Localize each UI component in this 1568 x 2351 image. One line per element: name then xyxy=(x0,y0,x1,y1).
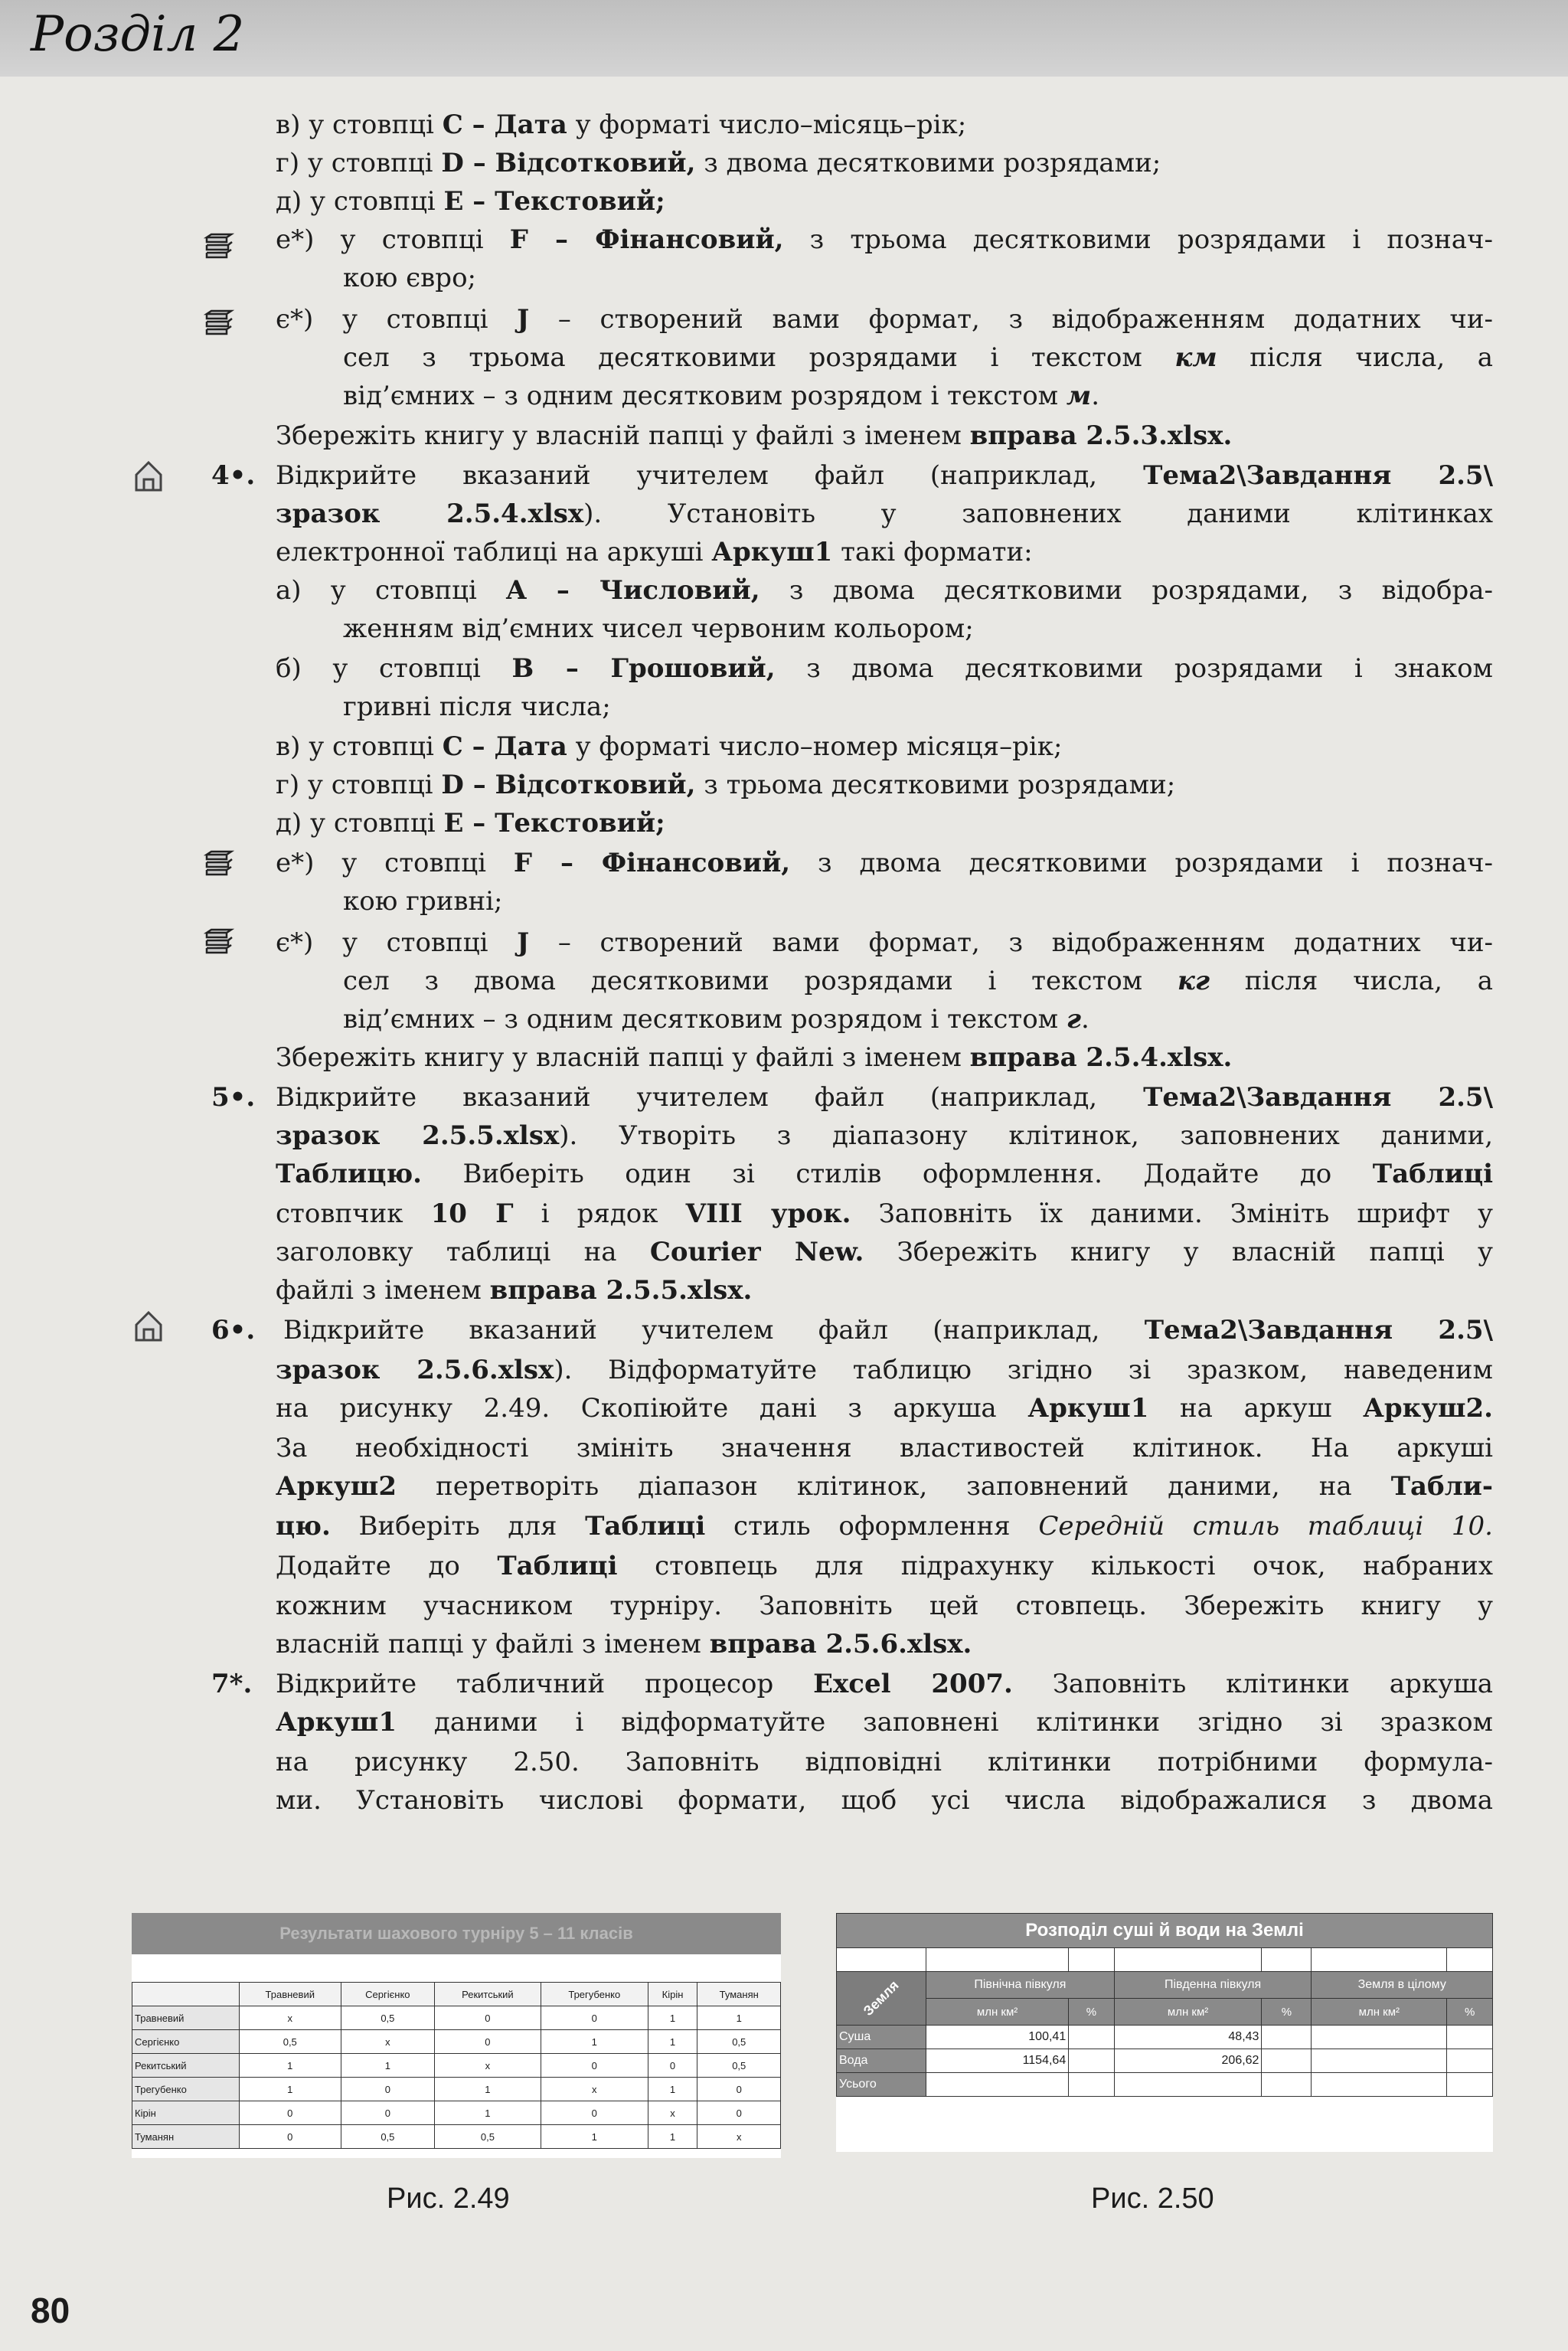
table-cell: 1 xyxy=(697,2006,781,2030)
text-line: б) у стовпці B – Грошовий, з двома десятковими розрядами і знаком xyxy=(276,653,1494,684)
table-header-cell: Трегубенко xyxy=(541,1983,648,2006)
table-cell: 48,43 xyxy=(1114,2026,1262,2049)
table-cell xyxy=(1312,2073,1447,2097)
text-line: власній папці у файлі з іменем вправа 2.5.6.xlsx. xyxy=(276,1629,972,1659)
text-line: сел з трьома десятковими розрядами і текстом км після числа, а xyxy=(343,342,1494,373)
table-cell: 0,5 xyxy=(341,2006,434,2030)
books-icon xyxy=(204,306,234,340)
text-line: є*) у стовпці J – створений вами формат, з відображенням додатних чи- xyxy=(276,304,1493,335)
table-header-cell: Травневий xyxy=(132,2006,240,2030)
text-line: від’ємних – з одним десятковим розрядом і текстом м. xyxy=(343,381,1100,411)
table-cell xyxy=(1447,2049,1493,2073)
text-line: д) у стовпці E – Текстовий; xyxy=(276,186,665,217)
table-cell xyxy=(1069,2026,1115,2049)
table-header-row xyxy=(132,1983,781,2006)
text-line: електронної таблиці на аркуші Аркуш1 такі формати: xyxy=(276,537,1033,567)
table-cell: 0 xyxy=(697,2101,781,2125)
table-cell: 1 xyxy=(239,2054,341,2078)
table-cell xyxy=(1262,2073,1312,2097)
table-cell: 1 xyxy=(541,2125,648,2149)
text-line: в) у стовпці C – Дата у форматі число–номер місяця–рік; xyxy=(276,731,1063,762)
text-line: Відкрийте табличний процесор Excel 2007. Заповніть клітинки аркуша xyxy=(276,1669,1493,1699)
books-icon xyxy=(204,847,234,881)
table-cell: x xyxy=(341,2030,434,2054)
text-line: заголовку таблиці на Courier New. Збережіть книгу у власній папці у xyxy=(276,1237,1493,1267)
table-cell: 0 xyxy=(697,2078,781,2101)
table-header-cell: Туманян xyxy=(132,2125,240,2149)
unit-header: % xyxy=(1447,1999,1493,2026)
table-header-cell xyxy=(132,1983,240,2006)
table-cell: 0,5 xyxy=(341,2125,434,2149)
text-line: кою гривні; xyxy=(343,886,503,917)
table-cell: x xyxy=(697,2125,781,2149)
text-line: є*) у стовпці J – створений вами формат, з відображенням додатних чи- xyxy=(276,927,1493,958)
table-cell xyxy=(926,2073,1069,2097)
group-header: Земля в цілому xyxy=(1312,1972,1493,1999)
text-line: цю. Виберіть для Таблиці стиль оформлення Середній стиль таблиці 10. xyxy=(276,1511,1493,1542)
text-line: гривні після числа; xyxy=(343,692,611,722)
table-cell: 0 xyxy=(434,2030,541,2054)
text-line: зразок 2.5.6.xlsx). Відформатуйте таблицю згідно зі зразком, наведеним xyxy=(276,1355,1493,1385)
figure-title: Результати шахового турніру 5 – 11 класів xyxy=(132,1913,781,1954)
table-cell: 0 xyxy=(434,2006,541,2030)
table-row xyxy=(132,2054,781,2078)
table-header-cell: Сергієнко xyxy=(341,1983,434,2006)
table-header-cell: Травневий xyxy=(239,1983,341,2006)
table-header-cell: Туманян xyxy=(697,1983,781,2006)
text-line: а) у стовпці A – Числовий, з двома десятковими розрядами, з відобра- xyxy=(276,575,1493,606)
text-line: кожним учасником турніру. Заповніть цей стовпець. Збережіть книгу у xyxy=(276,1591,1493,1621)
unit-header: % xyxy=(1069,1999,1115,2026)
text-line: Аркуш2 перетворіть діапазон клітинок, заповнений даними, на Табли- xyxy=(276,1471,1493,1502)
table-header-cell: Рекитський xyxy=(132,2054,240,2078)
table-header-cell: Сергієнко xyxy=(132,2030,240,2054)
table-cell xyxy=(1312,2049,1447,2073)
figure-caption: Рис. 2.49 xyxy=(387,2183,510,2215)
table-cell: 1 xyxy=(648,2030,697,2054)
text-line: Таблицю. Виберіть один зі стилів оформлення. Додайте до Таблиці xyxy=(276,1159,1493,1189)
text-line: зразок 2.5.5.xlsx). Утворіть з діапазону клітинок, заповнених даними, xyxy=(276,1120,1493,1151)
section-title: Розділ 2 xyxy=(31,6,245,63)
figure-2-49 xyxy=(132,1913,781,2158)
text-line: г) у стовпці D – Відсотковий, з двома десятковими розрядами; xyxy=(276,148,1161,178)
table-header-cell: Трегубенко xyxy=(132,2078,240,2101)
text-line: на рисунку 2.50. Заповніть відповідні клітинки потрібними формула- xyxy=(276,1747,1493,1777)
table-cell: 0 xyxy=(341,2101,434,2125)
text-line: Збережіть книгу у власній папці у файлі з іменем вправа 2.5.3.xlsx. xyxy=(276,420,1233,451)
land-water-table xyxy=(836,1913,1493,2097)
group-header: Північна півкуля xyxy=(926,1972,1115,1999)
task-number: 7*. xyxy=(211,1669,253,1699)
table-row xyxy=(132,2125,781,2149)
figure-caption: Рис. 2.50 xyxy=(1091,2183,1214,2215)
books-icon xyxy=(204,230,234,263)
text-line: ми. Установіть числові формати, щоб усі числа відображалися з двома xyxy=(276,1785,1493,1816)
table-row xyxy=(132,2101,781,2125)
text-line: Аркуш1 даними і відформатуйте заповнені клітинки згідно зі зразком xyxy=(276,1707,1493,1738)
table-cell: 100,41 xyxy=(926,2026,1069,2049)
text-line: Додайте до Таблиці стовпець для підрахунку кількості очок, набраних xyxy=(276,1551,1493,1581)
home-task-icon xyxy=(133,1310,164,1343)
table-cell: 1 xyxy=(648,2006,697,2030)
table-cell xyxy=(1447,2026,1493,2049)
text-line: Збережіть книгу у власній папці у файлі з іменем вправа 2.5.4.xlsx. xyxy=(276,1042,1233,1073)
group-header: Південна півкуля xyxy=(1114,1972,1312,1999)
table-cell: 0 xyxy=(648,2054,697,2078)
row-label: Усього xyxy=(837,2073,926,2097)
table-cell: 0,5 xyxy=(434,2125,541,2149)
text-line: Відкрийте вказаний учителем файл (наприклад, Тема2\Завдання 2.5\ xyxy=(276,1082,1494,1113)
table-row xyxy=(837,2026,1493,2049)
unit-header: % xyxy=(1262,1999,1312,2026)
table-cell: 0 xyxy=(239,2125,341,2149)
table-cell: 1 xyxy=(648,2078,697,2101)
table-cell xyxy=(1312,2026,1447,2049)
text-line: е*) у стовпці F – Фінансовий, з двома десятковими розрядами і познач- xyxy=(276,848,1493,878)
text-line: файлі з іменем вправа 2.5.5.xlsx. xyxy=(276,1275,753,1306)
table-cell: 1 xyxy=(541,2030,648,2054)
row-label: Суша xyxy=(837,2026,926,2049)
text-line: За необхідності змініть значення властивостей клітинок. На аркуші xyxy=(276,1433,1493,1463)
text-line: Відкрийте вказаний учителем файл (наприклад, Тема2\Завдання 2.5\ xyxy=(283,1315,1493,1346)
table-cell: 1 xyxy=(341,2054,434,2078)
table-cell: x xyxy=(648,2101,697,2125)
home-task-icon xyxy=(133,459,164,493)
tournament-table xyxy=(132,1982,781,2149)
table-row xyxy=(837,2073,1493,2097)
table-cell: 0 xyxy=(341,2078,434,2101)
table-cell: 0,5 xyxy=(697,2030,781,2054)
table-cell: x xyxy=(541,2078,648,2101)
table-header-cell: Кірін xyxy=(648,1983,697,2006)
table-header-cell: Кірін xyxy=(132,2101,240,2125)
table-cell xyxy=(1262,2026,1312,2049)
table-cell: 0,5 xyxy=(239,2030,341,2054)
table-cell: 0 xyxy=(541,2054,648,2078)
table-row xyxy=(132,2006,781,2030)
text-line: в) у стовпці C – Дата у форматі число–місяць–рік; xyxy=(276,110,967,140)
table-cell: 1 xyxy=(434,2078,541,2101)
table-header-cell: Рекитський xyxy=(434,1983,541,2006)
text-line: на рисунку 2.49. Скопіюйте дані з аркуша Аркуш1 на аркуш Аркуш2. xyxy=(276,1393,1493,1424)
text-line: сел з двома десятковими розрядами і текстом кг після числа, а xyxy=(343,966,1493,996)
table-cell: 1 xyxy=(648,2125,697,2149)
table-row xyxy=(132,2030,781,2054)
table-row xyxy=(837,2049,1493,2073)
table-cell: 1154,64 xyxy=(926,2049,1069,2073)
table-cell xyxy=(1114,2073,1262,2097)
figure-2-50 xyxy=(836,1913,1493,2152)
text-line: женням від’ємних чисел червоним кольором; xyxy=(343,613,974,644)
table-cell xyxy=(1447,2073,1493,2097)
table-cell: 0,5 xyxy=(697,2054,781,2078)
table-cell: 206,62 xyxy=(1114,2049,1262,2073)
row-label: Вода xyxy=(837,2049,926,2073)
table-cell: 0 xyxy=(541,2006,648,2030)
table-cell: 1 xyxy=(239,2078,341,2101)
task-number: 5•. xyxy=(211,1082,256,1113)
text-line: від’ємних – з одним десятковим розрядом і текстом г. xyxy=(343,1004,1089,1035)
table-row xyxy=(132,2078,781,2101)
table-cell xyxy=(1069,2073,1115,2097)
table-cell xyxy=(1069,2049,1115,2073)
books-icon xyxy=(204,925,234,959)
corner-label: Земля xyxy=(860,1977,902,2019)
text-line: кою євро; xyxy=(343,263,477,293)
text-line: г) у стовпці D – Відсотковий, з трьома десятковими розрядами; xyxy=(276,770,1176,800)
table-cell: x xyxy=(239,2006,341,2030)
task-number: 6•. xyxy=(211,1315,256,1346)
table-cell: 1 xyxy=(434,2101,541,2125)
text-line: д) у стовпці E – Текстовий; xyxy=(276,808,665,839)
page-number: 80 xyxy=(31,2291,70,2330)
table-cell: 0 xyxy=(239,2101,341,2125)
task-number: 4•. xyxy=(211,460,256,491)
unit-header: млн км² xyxy=(1114,1999,1262,2026)
unit-header: млн км² xyxy=(926,1999,1069,2026)
text-line: стовпчик 10 Г і рядок VIII урок. Заповніть їх даними. Змініть шрифт у xyxy=(276,1198,1493,1229)
table-cell: 0 xyxy=(541,2101,648,2125)
unit-header: млн км² xyxy=(1312,1999,1447,2026)
table-cell: x xyxy=(434,2054,541,2078)
text-line: е*) у стовпці F – Фінансовий, з трьома десятковими розрядами і познач- xyxy=(276,224,1493,255)
text-line: Відкрийте вказаний учителем файл (наприклад, Тема2\Завдання 2.5\ xyxy=(276,460,1494,491)
figure-title: Розподіл суші й води на Землі xyxy=(837,1914,1493,1948)
text-line: зразок 2.5.4.xlsx). Установіть у заповнених даними клітинках xyxy=(276,499,1493,529)
table-cell xyxy=(1262,2049,1312,2073)
